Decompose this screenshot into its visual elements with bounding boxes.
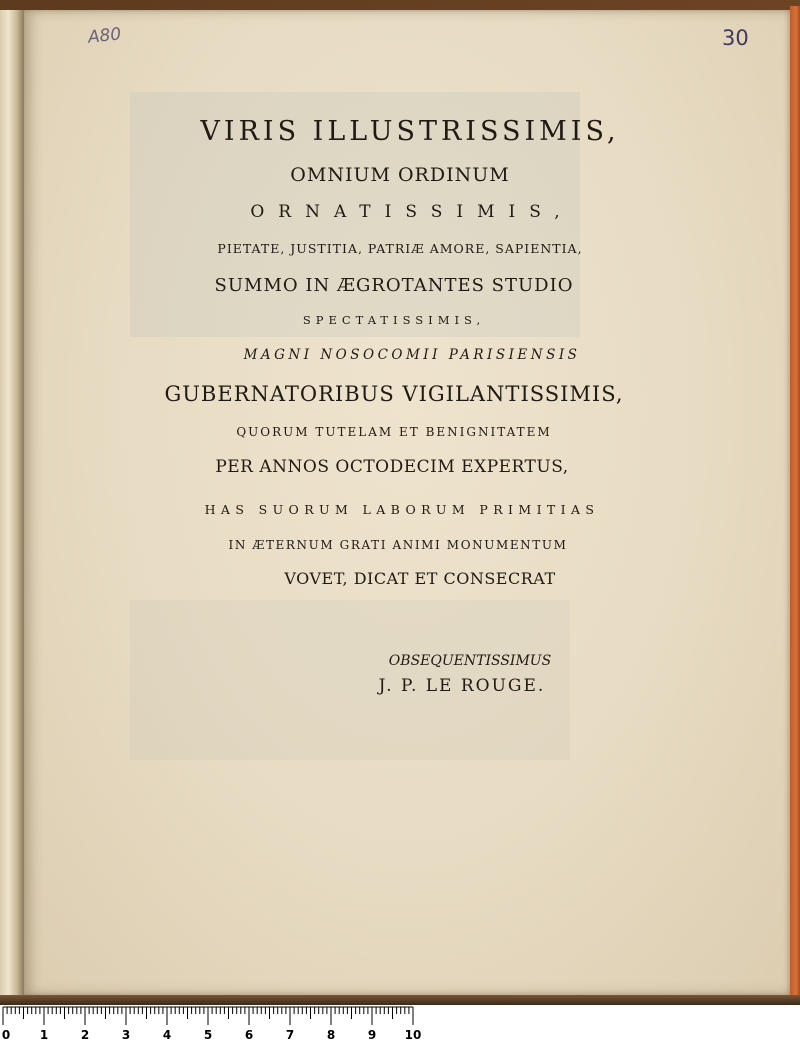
ruler-label: 5 [203,1028,213,1042]
signature-line-1: OBSEQUENTISSIMUS [388,653,552,669]
ruler-label: 8 [326,1028,336,1042]
ruler-label: 1 [39,1028,49,1042]
dedication-line-5: SUMMO IN ÆGROTANTES STUDIO [214,275,574,296]
manuscript-note-left: A80 [87,24,123,48]
dedication-line-6: SPECTATISSIMIS, [302,313,486,327]
dedication-line-10: PER ANNOS OCTODECIM EXPERTUS, [215,457,569,477]
dedication-line-11: HAS SUORUM LABORUM PRIMITIAS [204,502,600,517]
dedication-line-8: GUBERNATORIBUS VIGILANTISSIMIS, [164,382,624,406]
book-bottom-edge [0,995,800,1005]
page-number-note: 30 [722,26,749,50]
dedication-line-12: IN ÆTERNUM GRATI ANIMI MONUMENTUM [228,538,568,552]
dedication-line-3: ORNATISSIMIS, [250,202,574,222]
dedication-line-13: VOVET, DICAT ET CONSECRAT [284,569,556,588]
dedication-line-1: VIRIS ILLUSTRISSIMIS, [200,116,620,147]
signature-line-2: J. P. LE ROUGE. [378,676,546,696]
dedication-line-9: QUORUM TUTELAM ET BENIGNITATEM [236,425,552,439]
ruler-label: 4 [162,1028,172,1042]
ruler-label: 7 [285,1028,295,1042]
ruler-label: 2 [80,1028,90,1042]
dedication-line-4: PIETATE, JUSTITIA, PATRIÆ AMORE, SAPIENTIA, [217,241,583,256]
ruler-label: 3 [121,1028,131,1042]
dedication-line-2: OMNIUM ORDINUM [290,164,510,186]
dedication-line-7: MAGNI NOSOCOMII PARISIENSIS [243,347,581,363]
ruler-label: 6 [244,1028,254,1042]
ruler-label: 0 [1,1028,11,1042]
scale-ruler [0,1005,800,1045]
ruler-label: 9 [367,1028,377,1042]
ruler-ticks [0,1005,800,1045]
ruler-label: 10 [404,1028,422,1042]
facing-page-edge [0,10,24,995]
